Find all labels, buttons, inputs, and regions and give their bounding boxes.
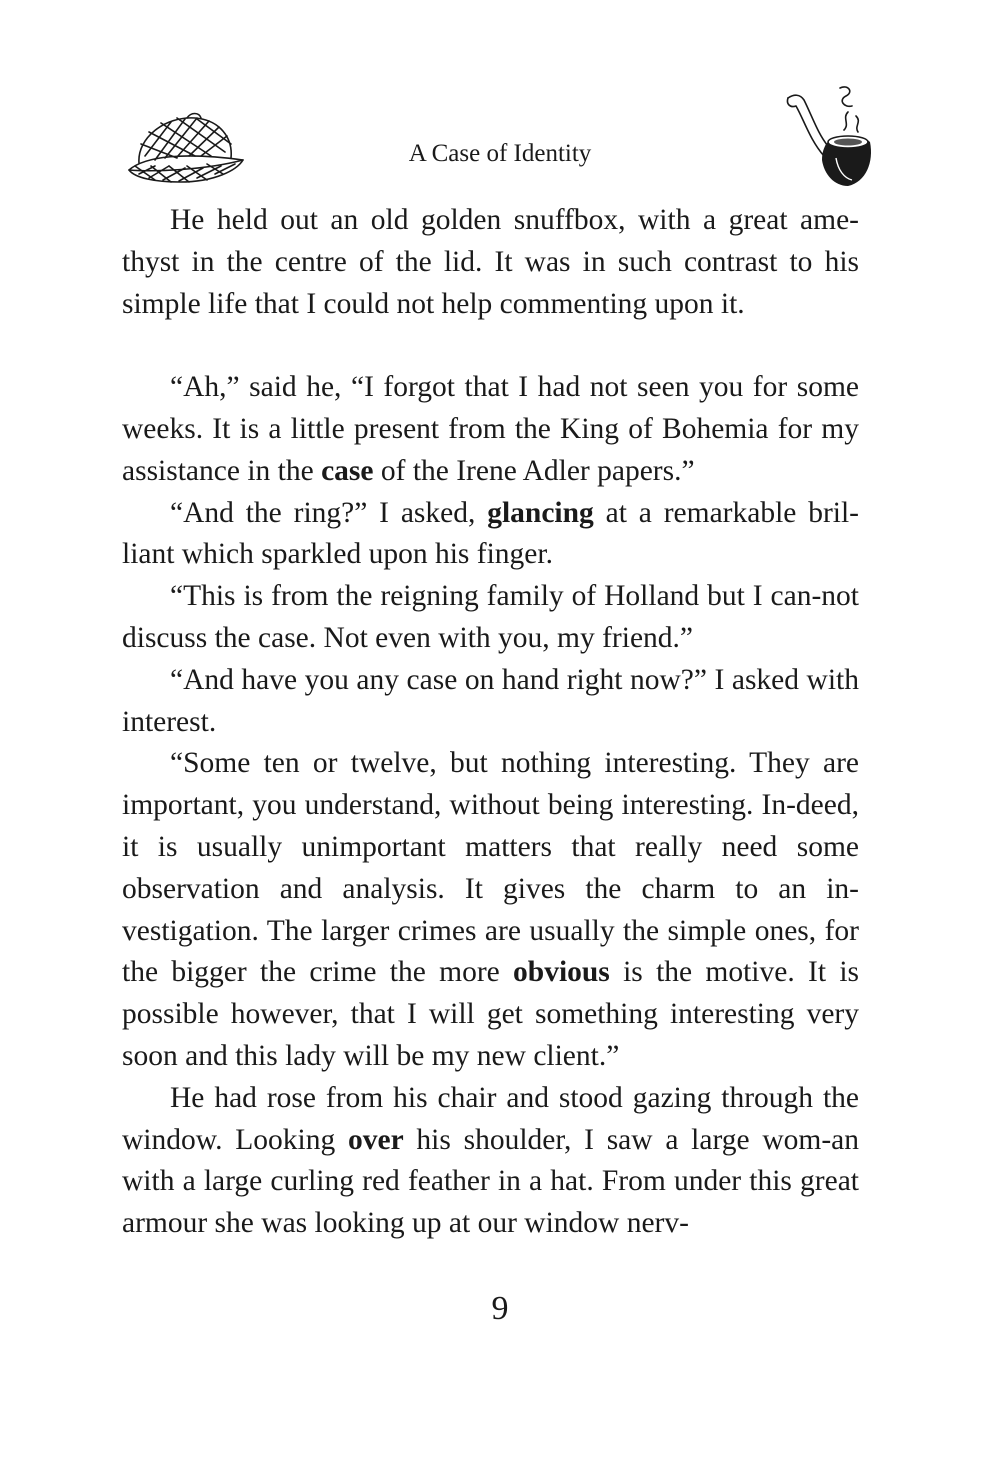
text-span: is the motive. It is possible however, that I will get something interesting very soon and this lady will be my new client.” — [122, 956, 860, 1072]
paragraph — [122, 367, 859, 492]
text-span: “And the ring?” I asked, — [170, 496, 488, 529]
running-title: A Case of Identity — [408, 140, 592, 167]
text-span: at a remarkable bril-liant which sparkled upon his finger. — [122, 496, 860, 571]
text-span: “This is from the reigning family of Holland but I can-not discuss the case. Not even with you, my friend.” — [122, 580, 859, 654]
paragraph — [122, 493, 859, 577]
text-span: his shoulder, I saw a large wom-an with a large curling red feather in a hat. From under this great armour she was looking up at our window nerv- — [122, 1123, 859, 1240]
emphasized-word: glancing — [487, 496, 594, 529]
emphasized-word: case — [321, 454, 374, 487]
text-span: of the Irene Adler papers.” — [373, 454, 695, 487]
paragraph — [122, 743, 859, 1077]
text-span: He had rose from his chair and stood gazing through the window. Looking — [122, 1081, 859, 1156]
text-span: He held out an old golden snuffbox, with a great ame-thyst in the centre of the lid. It was in such contrast to his simple life that I could not help commenting upon it. — [122, 204, 859, 320]
paragraph — [122, 576, 859, 660]
paragraph — [122, 660, 859, 744]
paragraph — [122, 1078, 859, 1245]
text-span: “Some ten or twelve, but nothing interesting. They are important, you understand, without being interesting. In-deed, it is usually unimportant matters that really need some observation and analysis. It gives the charm to an in-vestigation. The larger crimes are usually the simple ones, for the bigger the crime the more — [122, 747, 859, 989]
body-text — [122, 200, 859, 1245]
text-span: “Ah,” said he, “I forgot that I had not seen you for some weeks. It is a little present from the King of Bohemia for my assistance in the — [122, 371, 859, 487]
page-number: 9 — [491, 1290, 509, 1327]
paragraph — [122, 200, 859, 325]
emphasized-word: over — [347, 1123, 404, 1156]
emphasized-word: obvious — [513, 956, 610, 989]
text-span: “And have you any case on hand right now?” I asked with interest. — [122, 663, 859, 738]
smoking-pipe-icon — [782, 82, 874, 192]
